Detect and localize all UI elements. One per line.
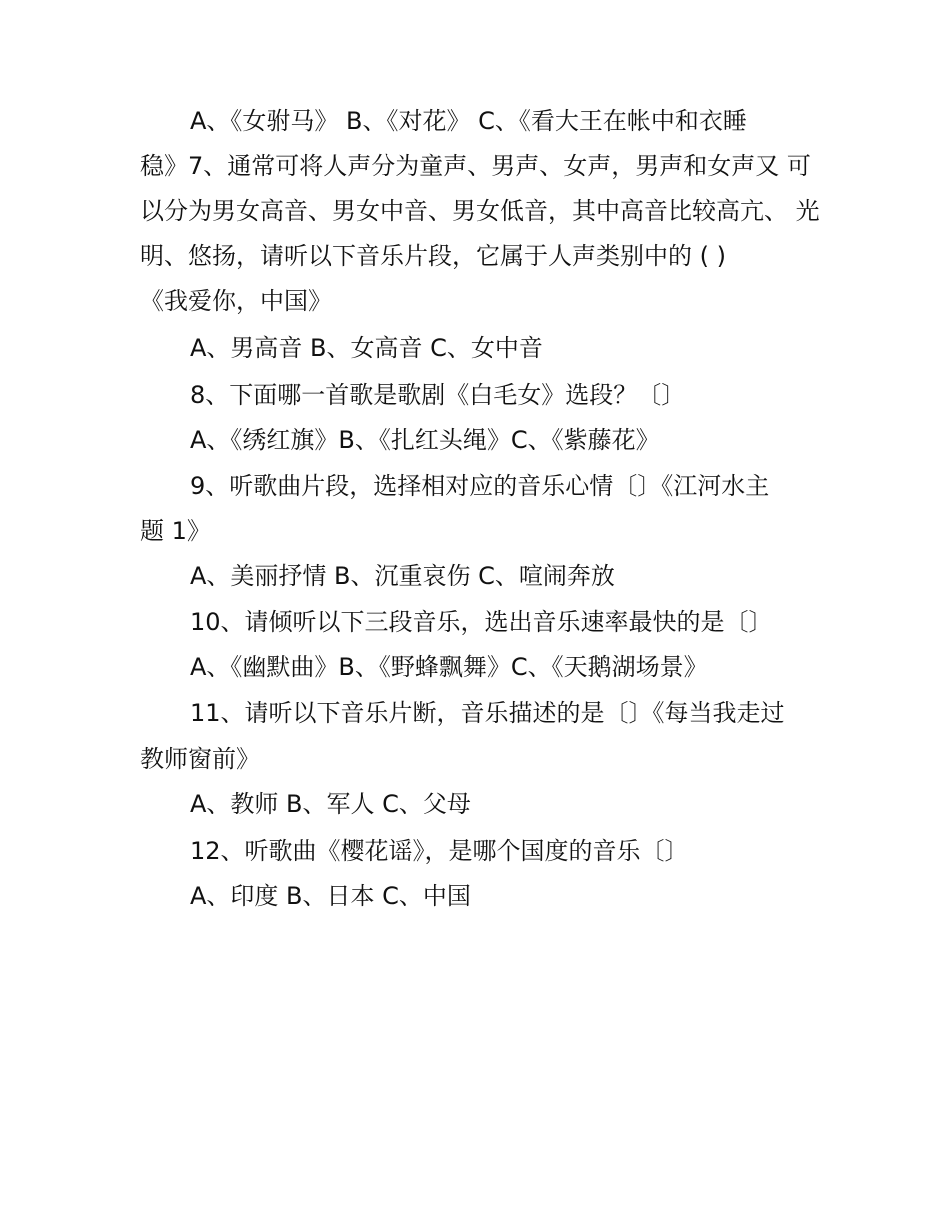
text-line-q10: 10、请倾听以下三段音乐，选出音乐速率最快的是〔〕 bbox=[190, 608, 773, 636]
text-line-q7-start: 稳》7、通常可将人声分为童声、男声、女声，男声和女声又 可 bbox=[140, 152, 811, 180]
text-line-q9: 9、听歌曲片段，选择相对应的音乐心情〔〕《江河水主 bbox=[190, 472, 770, 500]
text-line-q7-options: A、男高音 B、女高音 C、女中音 bbox=[190, 334, 543, 362]
text-line-q11-cont: 教师窗前》 bbox=[140, 745, 260, 773]
text-line-q11: 11、请听以下音乐片断，音乐描述的是〔〕《每当我走过 bbox=[190, 699, 785, 727]
text-line-q6-options: A、《女驸马》 B、《对花》 C、《看大王在帐中和衣睡 bbox=[190, 107, 747, 135]
text-line-q7-cont: 以分为男女高音、男女中音、男女低音，其中高音比较高亢、 光 bbox=[140, 197, 820, 225]
text-line-q10-options: A、《幽默曲》B、《野蜂飘舞》C、《天鹅湖场景》 bbox=[190, 653, 708, 681]
text-line-q9-options: A、美丽抒情 B、沉重哀伤 C、喧闹奔放 bbox=[190, 562, 615, 590]
text-line-q7-question: 明、悠扬，请听以下音乐片段，它属于人声类别中的 ( ) bbox=[140, 242, 726, 270]
text-line-q9-cont: 题 1》 bbox=[140, 517, 211, 545]
text-line-q7-song: 《我爱你，中国》 bbox=[140, 287, 332, 315]
text-line-q12-options: A、印度 B、日本 C、中国 bbox=[190, 882, 471, 910]
text-line-q12: 12、听歌曲《樱花谣》，是哪个国度的音乐〔〕 bbox=[190, 837, 689, 865]
text-line-q8-options: A、《绣红旗》B、《扎红头绳》C、《紫藤花》 bbox=[190, 426, 660, 454]
text-line-q8: 8、下面哪一首歌是歌剧《白毛女》选段？〔〕 bbox=[190, 381, 686, 409]
text-line-q11-options: A、教师 B、军人 C、父母 bbox=[190, 790, 471, 818]
